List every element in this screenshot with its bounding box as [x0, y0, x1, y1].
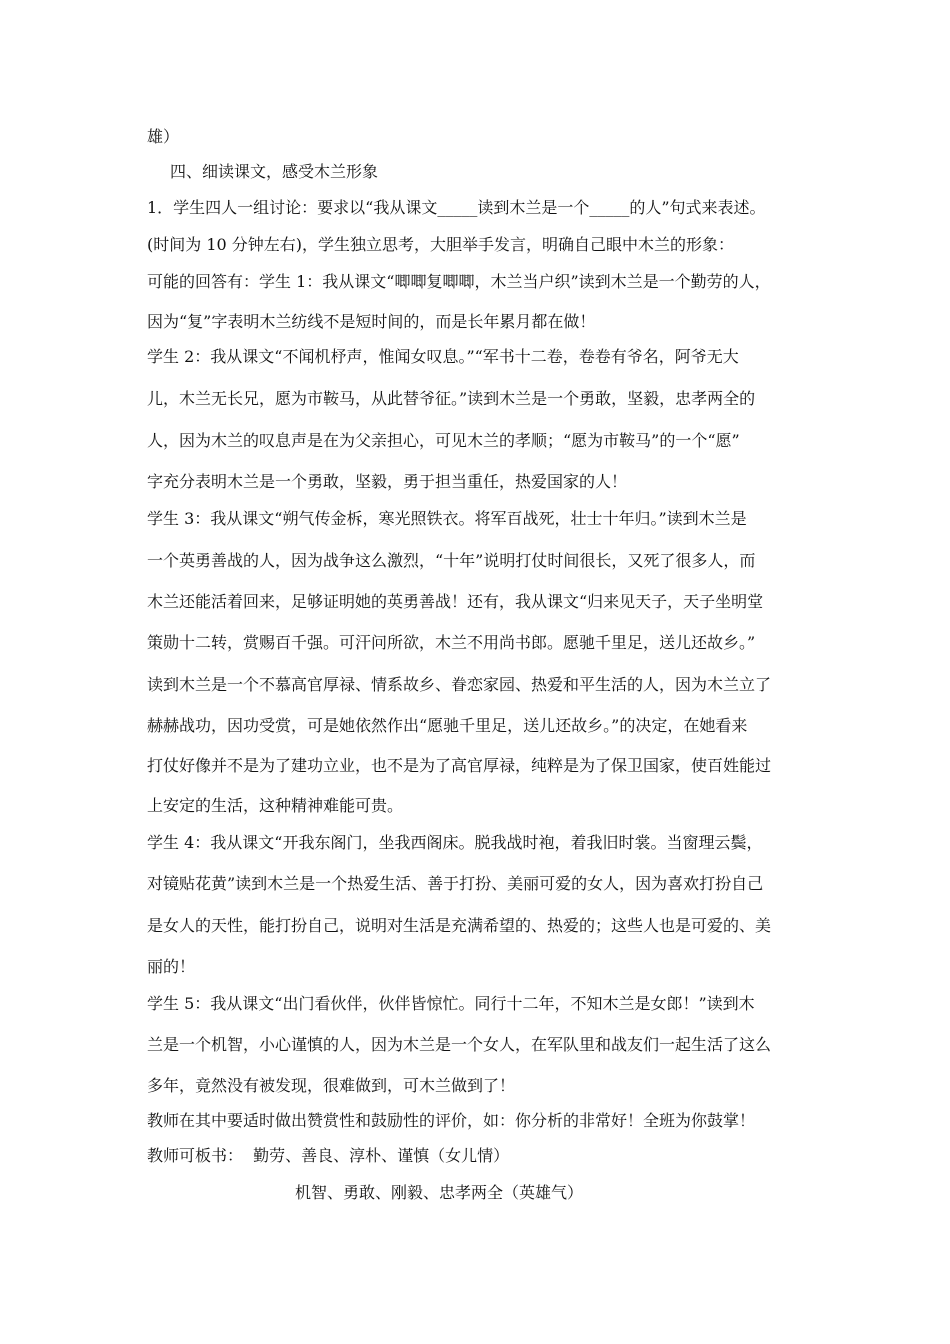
text-line: 赫赫战功，因功受赏，可是她依然作出“愿驰千里足，送儿还故乡。”的决定，在她看来 [147, 716, 748, 735]
text-line: 打仗好像并不是为了建功立业，也不是为了高官厚禄，纯粹是为了保卫国家，使百姓能过 [147, 756, 772, 775]
text-line: 是女人的天性，能打扮自己，说明对生活是充满希望的、热爱的；这些人也是可爱的、美 [147, 916, 772, 935]
text-line: 读到木兰是一个不慕高官厚禄、情系故乡、眷恋家园、热爱和平生活的人，因为木兰立了 [147, 675, 772, 694]
text-line: 字充分表明木兰是一个勇敢，坚毅，勇于担当重任，热爱国家的人！ [147, 472, 628, 491]
text-line: 木兰还能活着回来，足够证明她的英勇善战！还有，我从课文“归来见天子，天子坐明堂 [147, 592, 764, 611]
text-line: (时间为 10 分钟左右)，学生独立思考，大胆举手发言，明确自己眼中木兰的形象： [147, 235, 735, 254]
text-line: 儿，木兰无长兄，愿为市鞍马，从此替爷征。”读到木兰是一个勇敢，坚毅，忠孝两全的 [147, 389, 756, 408]
text-line: 学生 2：我从课文“不闻机杼声，惟闻女叹息。”“军书十二卷，卷卷有爷名，阿爷无大 [147, 347, 739, 366]
text-line: 可能的回答有：学生 1：我从课文“唧唧复唧唧，木兰当户织”读到木兰是一个勤劳的人， [147, 272, 771, 291]
text-line: 学生 5：我从课文“出门看伙伴，伙伴皆惊忙。同行十二年，不知木兰是女郎！”读到木 [147, 994, 755, 1013]
text-line: 一个英勇善战的人，因为战争这么激烈，“十年”说明打仗时间很长，又死了很多人，而 [147, 551, 756, 570]
text-line: 多年，竟然没有被发现，很难做到，可木兰做到了！ [147, 1076, 516, 1095]
board-notes-line: 机智、勇敢、刚毅、忠孝两全（英雄气） [295, 1183, 584, 1202]
text-line: 雄） [147, 127, 180, 146]
text-line: 1．学生四人一组讨论：要求以“我从课文_____读到木兰是一个_____的人”句式来表述。 [147, 198, 766, 217]
text-line: 丽的！ [147, 957, 196, 976]
text-line: 上安定的生活，这种精神难能可贵。 [147, 796, 404, 815]
section-heading: 四、细读课文，感受木兰形象 [170, 162, 379, 181]
board-notes-line: 教师可板书： 勤劳、善良、淳朴、谨慎（女儿情） [147, 1146, 510, 1165]
text-line: 学生 4：我从课文“开我东阁门，坐我西阁床。脱我战时袍，着我旧时裳。当窗理云鬓， [147, 833, 763, 852]
text-line: 因为“复”字表明木兰纺线不是短时间的，而是长年累月都在做！ [147, 312, 596, 331]
text-line: 学生 3：我从课文“朔气传金柝，寒光照铁衣。将军百战死，壮士十年归。”读到木兰是 [147, 509, 747, 528]
text-line: 策勋十二转，赏赐百千强。可汗问所欲，木兰不用尚书郎。愿驰千里足，送儿还故乡。” [147, 633, 756, 652]
text-line: 对镜贴花黄”读到木兰是一个热爱生活、善于打扮、美丽可爱的女人，因为喜欢打扮自己 [147, 874, 764, 893]
text-line: 教师在其中要适时做出赞赏性和鼓励性的评价，如：你分析的非常好！全班为你鼓掌！ [147, 1111, 756, 1130]
text-line: 人，因为木兰的叹息声是在为父亲担心，可见木兰的孝顺；“愿为市鞍马”的一个“愿” [147, 431, 740, 450]
text-line: 兰是一个机智，小心谨慎的人，因为木兰是一个女人，在军队里和战友们一起生活了这么 [147, 1035, 772, 1054]
